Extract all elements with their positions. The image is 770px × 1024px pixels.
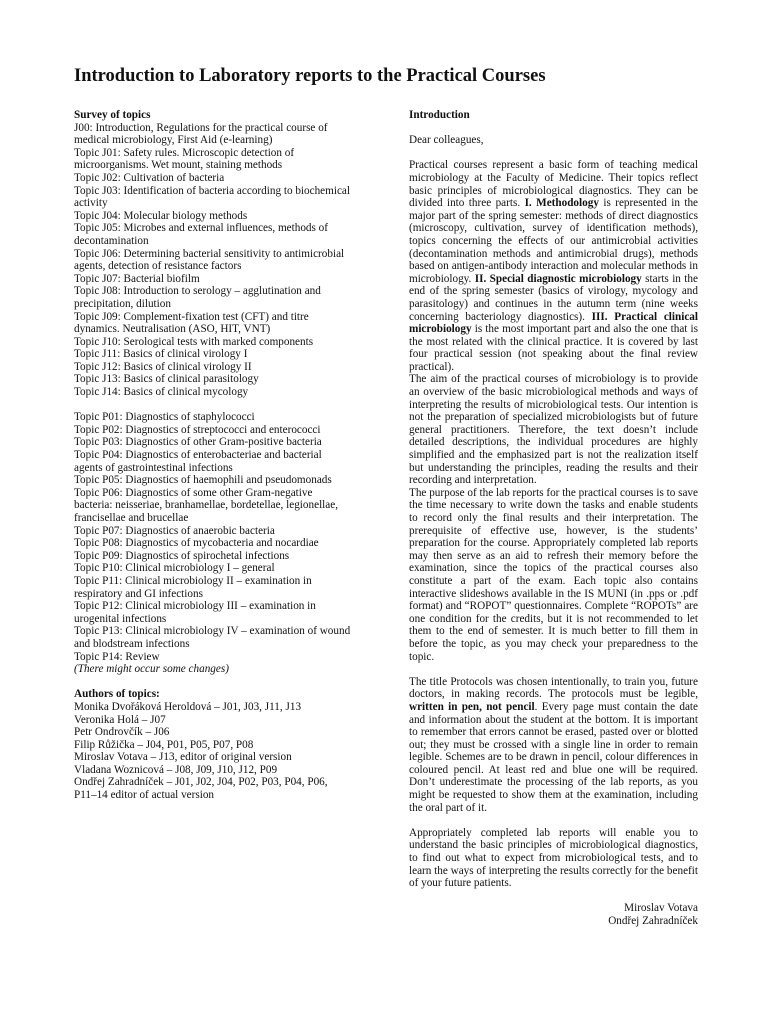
topic-line: Topic J02: Cultivation of bacteria	[74, 171, 225, 184]
paragraph-benefits: Appropriately completed lab reports will enable you to understand the basic principles of microbiological diagnostics, to find out what to expect from microbiological tests, and to learn the ways of interpreting the results correctly for the benefit of your future patients.	[409, 826, 698, 890]
topic-line: Topic J04: Molecular biology methods	[74, 209, 248, 222]
topic-line: Topic J05: Microbes and external influences, methods of	[74, 222, 328, 235]
topic-line: Topic P03: Diagnostics of other Gram-positive bacteria	[74, 436, 322, 449]
signature-1: Miroslav Votava	[624, 902, 698, 915]
survey-heading: Survey of topics	[74, 109, 151, 121]
topics-j-list	[74, 122, 374, 399]
paragraph-protocols: The title Protocols was chosen intentionally, to train you, future doctors, in making records. The protocols must be legible, written in pen, not pencil. Every page must contain the date and information about the student at the bottom. It is important to remember that errors cannot be erased, pasted over or blotted out; they must be crossed with a single line in order to remain legible. Schemes are to be drawn in pencil, colour differences in coloured pencil. At least red and blue one will be required. Don’t underestimate the processing of the lab reports, as you might be requested to show them at the examination, including the oral part of it.	[409, 675, 698, 814]
topic-line: Topic J13: Basics of clinical parasitology	[74, 373, 259, 386]
topics-p-list	[74, 411, 374, 663]
author-line: Vladana Woznicová – J08, J09, J10, J12, P09	[74, 763, 278, 776]
authors-list	[74, 701, 374, 802]
topic-line: Topic J11: Basics of clinical virology I	[74, 348, 248, 361]
topic-line: Topic P04: Diagnostics of enterobacteriae and bacterial	[74, 449, 322, 462]
topic-line: Topic P07: Diagnostics of anaerobic bacteria	[74, 524, 275, 537]
topic-line: decontamination	[74, 234, 149, 247]
author-line: Monika Dvořáková Heroldová – J01, J03, J11, J13	[74, 700, 302, 713]
topic-line: Topic P11: Clinical microbiology II – examination in	[74, 574, 312, 587]
author-line: Miroslav Votava – J13, editor of original version	[74, 751, 292, 764]
author-line: Veronika Holá – J07	[74, 713, 166, 726]
greeting: Dear colleagues,	[409, 134, 484, 147]
topic-line: dynamics. Neutralisation (ASO, HIT, VNT)	[74, 323, 271, 336]
topic-line: Topic P09: Diagnostics of spirochetal infections	[74, 549, 290, 562]
topic-line: Topic P10: Clinical microbiology I – general	[74, 562, 275, 575]
topic-line: Topic P05: Diagnostics of haemophili and pseudomonads	[74, 474, 332, 487]
topic-line: Topic P02: Diagnostics of streptococci and enterococci	[74, 423, 321, 436]
author-line: Ondřej Zahradníček – J01, J02, J04, P02, P03, P04, P06,	[74, 776, 328, 789]
topic-line: Topic P12: Clinical microbiology III – examination in	[74, 600, 316, 613]
topic-line: agents, detection of resistance factors	[74, 260, 242, 273]
topic-line: Topic J06: Determining bacterial sensitivity to antimicrobial	[74, 247, 345, 260]
paragraph-purpose: The purpose of the lab reports for the practical courses is to save the time necessary to write down the tasks and enable students to record only the final results and their interpretation. The prerequisite of effective use, however, is the students’ preparation for the course. Appropriately completed lab reports may then serve as an aid to refresh their memory before the examination, since the topics of the practical courses also constitute a part of the exam. Each topic also contains interactive slideshows available in the IS MUNI (in .pps or .pdf format) and “ROPOT” questionnaires. Complete “ROPOTs” are one condition for the credits, but it is not recommended to let them to the end of semester. It is much better to fill them in before the topic, as you may check your preparedness to the topic.	[409, 486, 698, 663]
topic-line: Topic J09: Complement-fixation test (CFT) and titre	[74, 310, 309, 323]
topic-line: J00: Introduction, Regulations for the practical course of	[74, 121, 328, 134]
topic-line: respiratory and GI infections	[74, 587, 203, 600]
topic-line: francisellae and brucellae	[74, 512, 189, 524]
signature-2: Ondřej Zahradníček	[608, 915, 698, 927]
page-title: Introduction to Laboratory reports to the Practical Courses	[74, 66, 546, 86]
topic-line: Topic J12: Basics of clinical virology II	[74, 360, 252, 373]
authors-heading: Authors of topics:	[74, 688, 160, 701]
topic-line: precipitation, dilution	[74, 297, 171, 310]
topic-line: Topic J01: Safety rules. Microscopic detection of	[74, 146, 295, 159]
topic-line: Topic P08: Diagnostics of mycobacteria and nocardiae	[74, 537, 319, 550]
topic-line: urogenital infections	[74, 612, 167, 625]
topic-line: Topic J14: Basics of clinical mycology	[74, 386, 249, 399]
topic-line: Topic J10: Serological tests with marked components	[74, 335, 314, 348]
introduction-column	[409, 109, 698, 928]
topic-line: Topic J07: Bacterial biofilm	[74, 272, 200, 285]
paragraph-course-structure: Practical courses represent a basic form of teaching medical microbiology at the Faculty of Medicine. Their topics reflect basic principles of microbiological diagnostics. They can be divided into three parts. I. Methodology is represented in the major part of the spring semester: methods of direct diagnostics (microscopy, cultivation, survey of identification methods), topics concerning the effects of our antimicrobial activities (decontamination methods and antimicrobial drugs), methods based on antigen-antibody interaction and molecular methods in microbiology. II. Special diagnostic microbiology starts in the end of the spring semester (basics of virology, mycology and parasitology) and continues in the autumn term (nine weeks concerning bacteriology diagnostics). III. Practical clinical microbiology is the most important part and also the one that is the most related with the clinical practice. It is covered by last four practical session (not speaking about the final review practical).	[409, 159, 699, 373]
author-line: Petr Ondrovčík – J06	[74, 726, 170, 739]
paragraph-aim: The aim of the practical courses of microbiology is to provide an overview of the basic microbiological methods and ways of interpreting the results of microbiological tests. Our intention is not the preparation of specialized microbiologists but of future general practitioners. Therefore, the text doesn’t include detailed descriptions, the individual procedures are highly simplified and the emphasized part is not the realization itself but understanding the principles, reading the results and their recording and interpretation.	[409, 373, 698, 487]
topic-line: medical microbiology, First Aid (e-learning)	[74, 134, 273, 147]
introduction-heading: Introduction	[409, 109, 470, 121]
topic-line: Topic P14: Review	[74, 650, 160, 663]
topic-line: bacteria: neisseriae, branhamellae, bordetellae, legionellae,	[74, 499, 339, 512]
author-line: Filip Růžička – J04, P01, P05, P07, P08	[74, 738, 254, 751]
topic-line: microorganisms. Wet mount, staining methods	[74, 159, 283, 172]
changes-note: (There might occur some changes)	[74, 663, 229, 676]
topic-line: activity	[74, 197, 108, 210]
topic-line: Topic P06: Diagnostics of some other Gram-negative	[74, 486, 313, 499]
survey-column	[74, 109, 374, 802]
topic-line: Topic P13: Clinical microbiology IV – examination of wound	[74, 625, 351, 638]
topic-line: Topic P01: Diagnostics of staphylococci	[74, 411, 255, 424]
topic-line: agents of gastrointestinal infections	[74, 461, 233, 474]
topic-line: Topic J03: Identification of bacteria according to biochemical	[74, 184, 350, 197]
author-line: P11–14 editor of actual version	[74, 789, 215, 802]
topic-line: Topic J08: Introduction to serology – agglutination and	[74, 285, 321, 298]
topic-line: and blodstream infections	[74, 637, 190, 650]
